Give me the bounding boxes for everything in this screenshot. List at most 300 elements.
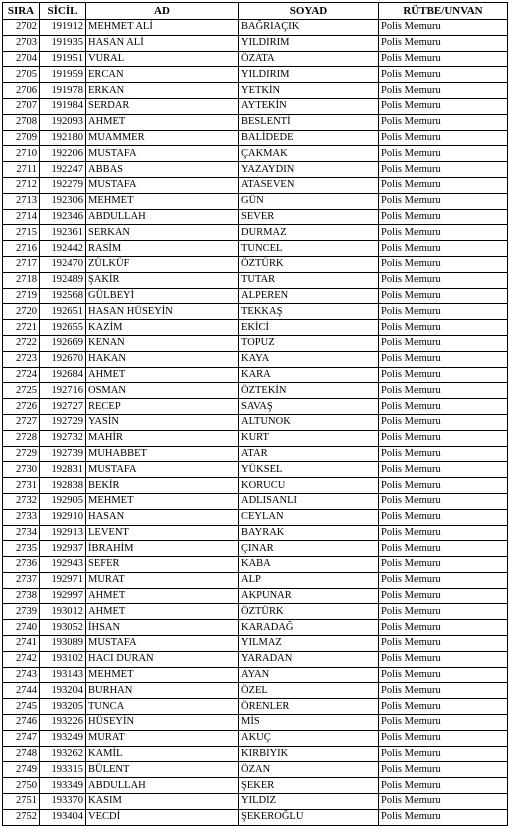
soyad-cell: ÖZTÜRK (239, 604, 379, 620)
table-row (3, 67, 508, 83)
sira-cell: 2707 (3, 98, 40, 114)
rutbe-cell: Polis Memuru (379, 794, 508, 810)
ad-cell: ŞAKİR (86, 272, 239, 288)
rutbe-cell: Polis Memuru (379, 20, 508, 36)
soyad-cell: ÖZATA (239, 51, 379, 67)
sira-cell: 2726 (3, 399, 40, 415)
sicil-cell: 192470 (40, 256, 86, 272)
soyad-cell: KORUCU (239, 478, 379, 494)
ad-cell: RECEP (86, 399, 239, 415)
rutbe-cell: Polis Memuru (379, 446, 508, 462)
soyad-cell: YILDIZ (239, 794, 379, 810)
sira-cell: 2733 (3, 509, 40, 525)
sira-cell: 2735 (3, 541, 40, 557)
sicil-cell: 192442 (40, 241, 86, 257)
sicil-cell: 192206 (40, 146, 86, 162)
rutbe-cell: Polis Memuru (379, 225, 508, 241)
rutbe-cell: Polis Memuru (379, 462, 508, 478)
sira-cell: 2704 (3, 51, 40, 67)
sicil-cell: 193262 (40, 746, 86, 762)
sicil-cell: 192670 (40, 351, 86, 367)
sicil-cell: 192943 (40, 557, 86, 573)
table-row (3, 794, 508, 810)
sira-cell: 2740 (3, 620, 40, 636)
sicil-cell: 192732 (40, 430, 86, 446)
sira-cell: 2734 (3, 525, 40, 541)
table-row (3, 430, 508, 446)
soyad-cell: ALPEREN (239, 288, 379, 304)
sicil-cell: 191984 (40, 98, 86, 114)
sicil-cell: 193370 (40, 794, 86, 810)
ad-cell: AHMET (86, 367, 239, 383)
rutbe-cell: Polis Memuru (379, 541, 508, 557)
rutbe-cell: Polis Memuru (379, 304, 508, 320)
sira-cell: 2742 (3, 651, 40, 667)
rutbe-cell: Polis Memuru (379, 209, 508, 225)
rutbe-cell: Polis Memuru (379, 146, 508, 162)
sicil-cell: 193205 (40, 699, 86, 715)
table-row (3, 335, 508, 351)
sicil-cell: 192716 (40, 383, 86, 399)
rutbe-cell: Polis Memuru (379, 414, 508, 430)
ad-cell: MEHMET (86, 493, 239, 509)
soyad-cell: ALTUNOK (239, 414, 379, 430)
soyad-cell: TOPUZ (239, 335, 379, 351)
sicil-cell: 192361 (40, 225, 86, 241)
table-row (3, 446, 508, 462)
soyad-cell: YÜKSEL (239, 462, 379, 478)
sira-cell: 2720 (3, 304, 40, 320)
soyad-cell: ALP (239, 572, 379, 588)
rutbe-cell: Polis Memuru (379, 351, 508, 367)
ad-cell: MAHİR (86, 430, 239, 446)
ad-cell: MEHMET (86, 667, 239, 683)
soyad-cell: YAZAYDIN (239, 162, 379, 178)
sira-cell: 2751 (3, 794, 40, 810)
personnel-table (2, 2, 508, 826)
ad-cell: ERKAN (86, 83, 239, 99)
sicil-cell: 193349 (40, 778, 86, 794)
header-row (3, 3, 508, 20)
table-row (3, 699, 508, 715)
soyad-cell: AKUÇ (239, 730, 379, 746)
ad-cell: ERCAN (86, 67, 239, 83)
sira-cell: 2730 (3, 462, 40, 478)
sira-cell: 2716 (3, 241, 40, 257)
sicil-cell: 192684 (40, 367, 86, 383)
soyad-cell: AYTEKİN (239, 98, 379, 114)
sira-cell: 2721 (3, 320, 40, 336)
soyad-cell: ÖRENLER (239, 699, 379, 715)
table-row (3, 130, 508, 146)
sira-cell: 2709 (3, 130, 40, 146)
soyad-cell: EKİCİ (239, 320, 379, 336)
ad-cell: BÜLENT (86, 762, 239, 778)
sira-cell: 2715 (3, 225, 40, 241)
sira-cell: 2706 (3, 83, 40, 99)
ad-cell: MUSTAFA (86, 177, 239, 193)
table-row (3, 209, 508, 225)
soyad-cell: CEYLAN (239, 509, 379, 525)
ad-cell: MEHMET ALİ (86, 20, 239, 36)
table-row (3, 683, 508, 699)
ad-cell: MUSTAFA (86, 636, 239, 652)
ad-cell: MURAT (86, 730, 239, 746)
header-soyad: SOYAD (239, 3, 379, 20)
table-row (3, 304, 508, 320)
table-header (3, 3, 508, 20)
table-row (3, 588, 508, 604)
table-row (3, 604, 508, 620)
table-row (3, 146, 508, 162)
sicil-cell: 193404 (40, 809, 86, 825)
rutbe-cell: Polis Memuru (379, 478, 508, 494)
rutbe-cell: Polis Memuru (379, 98, 508, 114)
ad-cell: VURAL (86, 51, 239, 67)
soyad-cell: ÇAKMAK (239, 146, 379, 162)
rutbe-cell: Polis Memuru (379, 493, 508, 509)
ad-cell: MEHMET (86, 193, 239, 209)
table-row (3, 509, 508, 525)
sicil-cell: 192905 (40, 493, 86, 509)
sicil-cell: 192180 (40, 130, 86, 146)
sicil-cell: 191935 (40, 35, 86, 51)
soyad-cell: MİS (239, 715, 379, 731)
soyad-cell: TEKKAŞ (239, 304, 379, 320)
table-row (3, 367, 508, 383)
soyad-cell: KIRBIYIK (239, 746, 379, 762)
rutbe-cell: Polis Memuru (379, 762, 508, 778)
sicil-cell: 192093 (40, 114, 86, 130)
table-row (3, 730, 508, 746)
soyad-cell: ŞEKEROĞLU (239, 809, 379, 825)
ad-cell: HASAN HÜSEYİN (86, 304, 239, 320)
ad-cell: SERDAR (86, 98, 239, 114)
sicil-cell: 192831 (40, 462, 86, 478)
soyad-cell: ŞEKER (239, 778, 379, 794)
ad-cell: LEVENT (86, 525, 239, 541)
soyad-cell: AKPUNAR (239, 588, 379, 604)
sicil-cell: 192913 (40, 525, 86, 541)
soyad-cell: TUNCEL (239, 241, 379, 257)
ad-cell: HÜSEYİN (86, 715, 239, 731)
rutbe-cell: Polis Memuru (379, 667, 508, 683)
ad-cell: İHSAN (86, 620, 239, 636)
table-row (3, 272, 508, 288)
table-row (3, 651, 508, 667)
rutbe-cell: Polis Memuru (379, 730, 508, 746)
table-row (3, 225, 508, 241)
rutbe-cell: Polis Memuru (379, 636, 508, 652)
soyad-cell: SEVER (239, 209, 379, 225)
sicil-cell: 192910 (40, 509, 86, 525)
sira-cell: 2728 (3, 430, 40, 446)
sira-cell: 2719 (3, 288, 40, 304)
ad-cell: SEFER (86, 557, 239, 573)
header-sicil: SİCİL (40, 3, 86, 20)
sira-cell: 2743 (3, 667, 40, 683)
sicil-cell: 192669 (40, 335, 86, 351)
sicil-cell: 191951 (40, 51, 86, 67)
ad-cell: MUSTAFA (86, 146, 239, 162)
rutbe-cell: Polis Memuru (379, 35, 508, 51)
rutbe-cell: Polis Memuru (379, 193, 508, 209)
sira-cell: 2714 (3, 209, 40, 225)
sira-cell: 2727 (3, 414, 40, 430)
soyad-cell: GÜN (239, 193, 379, 209)
sira-cell: 2746 (3, 715, 40, 731)
sira-cell: 2741 (3, 636, 40, 652)
sicil-cell: 193143 (40, 667, 86, 683)
ad-cell: HASAN (86, 509, 239, 525)
ad-cell: ABDULLAH (86, 778, 239, 794)
ad-cell: MUSTAFA (86, 462, 239, 478)
table-row (3, 35, 508, 51)
soyad-cell: BALİDEDE (239, 130, 379, 146)
rutbe-cell: Polis Memuru (379, 699, 508, 715)
rutbe-cell: Polis Memuru (379, 383, 508, 399)
sicil-cell: 192346 (40, 209, 86, 225)
table-row (3, 414, 508, 430)
soyad-cell: YILMAZ (239, 636, 379, 652)
table-row (3, 51, 508, 67)
soyad-cell: ATAR (239, 446, 379, 462)
sicil-cell: 193012 (40, 604, 86, 620)
ad-cell: ABBAS (86, 162, 239, 178)
sicil-cell: 192489 (40, 272, 86, 288)
rutbe-cell: Polis Memuru (379, 651, 508, 667)
rutbe-cell: Polis Memuru (379, 604, 508, 620)
soyad-cell: BAĞRIAÇIK (239, 20, 379, 36)
table-row (3, 667, 508, 683)
rutbe-cell: Polis Memuru (379, 557, 508, 573)
rutbe-cell: Polis Memuru (379, 272, 508, 288)
table-row (3, 20, 508, 36)
soyad-cell: SAVAŞ (239, 399, 379, 415)
sira-cell: 2732 (3, 493, 40, 509)
rutbe-cell: Polis Memuru (379, 67, 508, 83)
ad-cell: GÜLBEYİ (86, 288, 239, 304)
table-row (3, 778, 508, 794)
sicil-cell: 193052 (40, 620, 86, 636)
rutbe-cell: Polis Memuru (379, 320, 508, 336)
ad-cell: SERKAN (86, 225, 239, 241)
ad-cell: KAMİL (86, 746, 239, 762)
sicil-cell: 192279 (40, 177, 86, 193)
soyad-cell: ÇINAR (239, 541, 379, 557)
ad-cell: HASAN ALİ (86, 35, 239, 51)
sicil-cell: 191912 (40, 20, 86, 36)
ad-cell: KENAN (86, 335, 239, 351)
ad-cell: OSMAN (86, 383, 239, 399)
ad-cell: MUAMMER (86, 130, 239, 146)
sicil-cell: 192655 (40, 320, 86, 336)
header-sira: SIRA (3, 3, 40, 20)
ad-cell: YASİN (86, 414, 239, 430)
ad-cell: TUNCA (86, 699, 239, 715)
sicil-cell: 193315 (40, 762, 86, 778)
sicil-cell: 193089 (40, 636, 86, 652)
sira-cell: 2705 (3, 67, 40, 83)
rutbe-cell: Polis Memuru (379, 778, 508, 794)
table-body (3, 20, 508, 826)
rutbe-cell: Polis Memuru (379, 430, 508, 446)
sira-cell: 2710 (3, 146, 40, 162)
soyad-cell: ADLISANLI (239, 493, 379, 509)
sicil-cell: 193226 (40, 715, 86, 731)
soyad-cell: BAYRAK (239, 525, 379, 541)
soyad-cell: AYAN (239, 667, 379, 683)
table-row (3, 572, 508, 588)
table-row (3, 462, 508, 478)
soyad-cell: ÖZEL (239, 683, 379, 699)
sira-cell: 2736 (3, 557, 40, 573)
sicil-cell: 192838 (40, 478, 86, 494)
ad-cell: MUHABBET (86, 446, 239, 462)
rutbe-cell: Polis Memuru (379, 683, 508, 699)
sira-cell: 2708 (3, 114, 40, 130)
sicil-cell: 192247 (40, 162, 86, 178)
sicil-cell: 191959 (40, 67, 86, 83)
soyad-cell: BESLENTİ (239, 114, 379, 130)
ad-cell: HAKAN (86, 351, 239, 367)
sira-cell: 2729 (3, 446, 40, 462)
sira-cell: 2702 (3, 20, 40, 36)
sira-cell: 2738 (3, 588, 40, 604)
soyad-cell: KABA (239, 557, 379, 573)
header-ad: AD (86, 3, 239, 20)
ad-cell: AHMET (86, 114, 239, 130)
table-row (3, 320, 508, 336)
sira-cell: 2737 (3, 572, 40, 588)
ad-cell: BEKİR (86, 478, 239, 494)
rutbe-cell: Polis Memuru (379, 509, 508, 525)
table-row (3, 636, 508, 652)
sicil-cell: 192937 (40, 541, 86, 557)
sira-cell: 2739 (3, 604, 40, 620)
sira-cell: 2750 (3, 778, 40, 794)
table-row (3, 383, 508, 399)
sira-cell: 2731 (3, 478, 40, 494)
rutbe-cell: Polis Memuru (379, 335, 508, 351)
rutbe-cell: Polis Memuru (379, 51, 508, 67)
table-row (3, 177, 508, 193)
soyad-cell: ÖZAN (239, 762, 379, 778)
soyad-cell: KARADAĞ (239, 620, 379, 636)
soyad-cell: YILDIRIM (239, 67, 379, 83)
rutbe-cell: Polis Memuru (379, 130, 508, 146)
soyad-cell: KAYA (239, 351, 379, 367)
ad-cell: HACI DURAN (86, 651, 239, 667)
sicil-cell: 192997 (40, 588, 86, 604)
sicil-cell: 192971 (40, 572, 86, 588)
ad-cell: VECDİ (86, 809, 239, 825)
rutbe-cell: Polis Memuru (379, 525, 508, 541)
header-rutbe: RÜTBE/UNVAN (379, 3, 508, 20)
sira-cell: 2711 (3, 162, 40, 178)
ad-cell: RASİM (86, 241, 239, 257)
soyad-cell: YILDIRIM (239, 35, 379, 51)
table-row (3, 746, 508, 762)
sira-cell: 2747 (3, 730, 40, 746)
sicil-cell: 192651 (40, 304, 86, 320)
soyad-cell: YARADAN (239, 651, 379, 667)
sira-cell: 2725 (3, 383, 40, 399)
soyad-cell: ÖZTÜRK (239, 256, 379, 272)
table-row (3, 715, 508, 731)
rutbe-cell: Polis Memuru (379, 809, 508, 825)
rutbe-cell: Polis Memuru (379, 746, 508, 762)
soyad-cell: TUTAR (239, 272, 379, 288)
sicil-cell: 192306 (40, 193, 86, 209)
table-row (3, 288, 508, 304)
table-row (3, 98, 508, 114)
sicil-cell: 192739 (40, 446, 86, 462)
table-row (3, 620, 508, 636)
ad-cell: BURHAN (86, 683, 239, 699)
rutbe-cell: Polis Memuru (379, 572, 508, 588)
ad-cell: AHMET (86, 588, 239, 604)
table-row (3, 83, 508, 99)
soyad-cell: KARA (239, 367, 379, 383)
soyad-cell: KURT (239, 430, 379, 446)
rutbe-cell: Polis Memuru (379, 399, 508, 415)
table-row (3, 493, 508, 509)
table-row (3, 478, 508, 494)
soyad-cell: DURMAZ (239, 225, 379, 241)
rutbe-cell: Polis Memuru (379, 241, 508, 257)
rutbe-cell: Polis Memuru (379, 288, 508, 304)
ad-cell: KAZİM (86, 320, 239, 336)
soyad-cell: ATASEVEN (239, 177, 379, 193)
table-row (3, 162, 508, 178)
rutbe-cell: Polis Memuru (379, 162, 508, 178)
table-row (3, 399, 508, 415)
sira-cell: 2712 (3, 177, 40, 193)
sicil-cell: 193102 (40, 651, 86, 667)
sira-cell: 2703 (3, 35, 40, 51)
table-row (3, 557, 508, 573)
table-row (3, 541, 508, 557)
sicil-cell: 192568 (40, 288, 86, 304)
table-row (3, 256, 508, 272)
table-row (3, 193, 508, 209)
sira-cell: 2749 (3, 762, 40, 778)
sicil-cell: 191978 (40, 83, 86, 99)
soyad-cell: YETKİN (239, 83, 379, 99)
rutbe-cell: Polis Memuru (379, 114, 508, 130)
table-row (3, 241, 508, 257)
sicil-cell: 192729 (40, 414, 86, 430)
ad-cell: ABDULLAH (86, 209, 239, 225)
rutbe-cell: Polis Memuru (379, 367, 508, 383)
sira-cell: 2745 (3, 699, 40, 715)
rutbe-cell: Polis Memuru (379, 715, 508, 731)
soyad-cell: ÖZTEKİN (239, 383, 379, 399)
sira-cell: 2724 (3, 367, 40, 383)
sira-cell: 2723 (3, 351, 40, 367)
table-row (3, 351, 508, 367)
rutbe-cell: Polis Memuru (379, 256, 508, 272)
sira-cell: 2717 (3, 256, 40, 272)
sicil-cell: 193204 (40, 683, 86, 699)
table-row (3, 525, 508, 541)
sicil-cell: 192727 (40, 399, 86, 415)
ad-cell: MURAT (86, 572, 239, 588)
rutbe-cell: Polis Memuru (379, 83, 508, 99)
sira-cell: 2718 (3, 272, 40, 288)
sira-cell: 2722 (3, 335, 40, 351)
